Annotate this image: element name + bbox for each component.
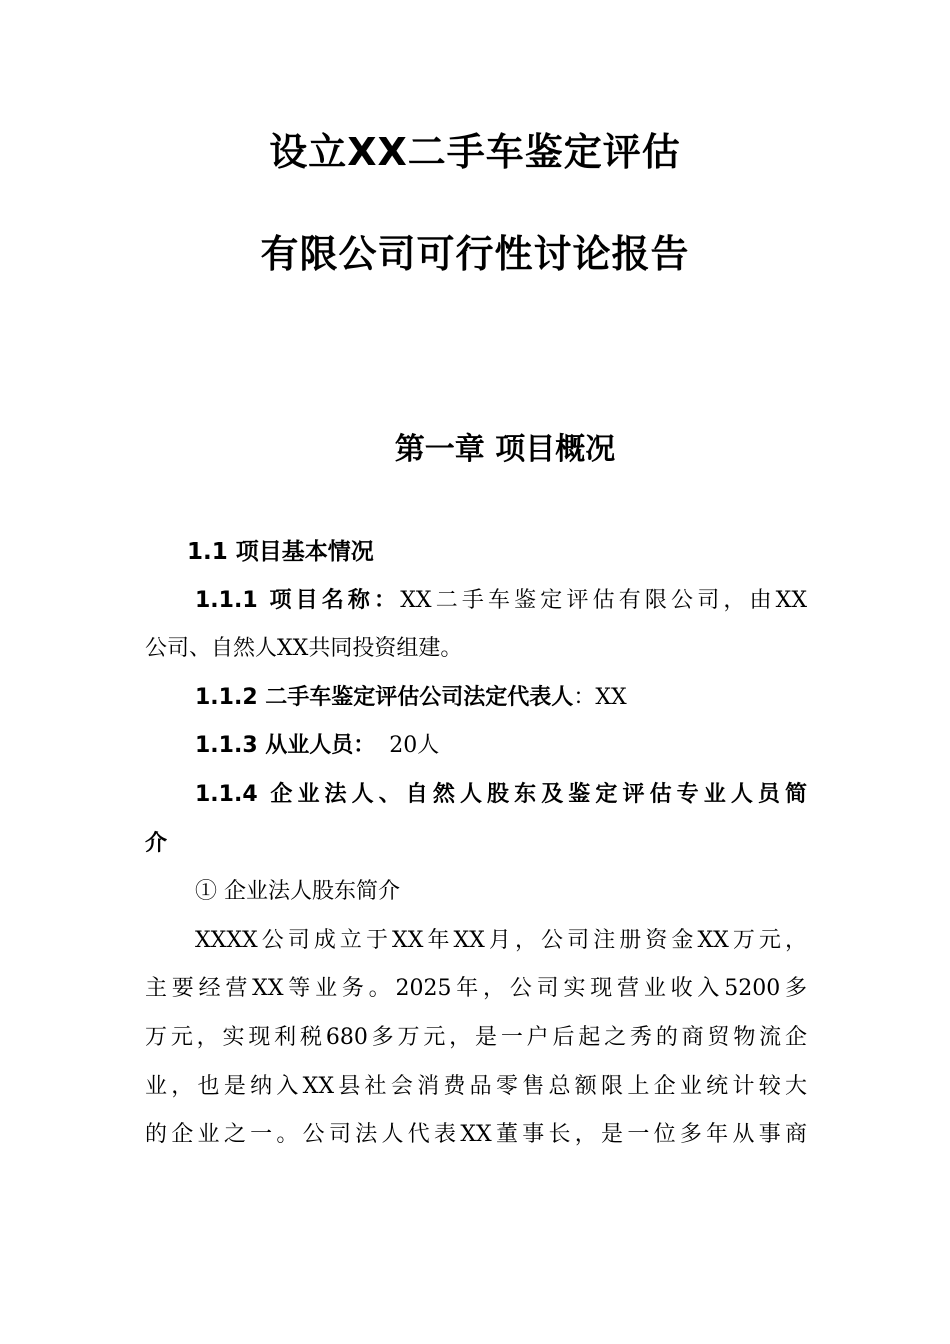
paragraph-line-5-text: 的企业之一。公司法人代表XX董事长，是一位多年从事商 — [145, 1122, 807, 1148]
document-title-line-2: 有限公司可行性讨论报告 — [260, 232, 690, 276]
item-1-1-4-label-2: 介 — [145, 830, 168, 856]
item-1-1-3 — [145, 722, 807, 771]
item-1-1-3-label: 1.1.3 从业人员： — [195, 733, 376, 759]
item-1-1-2-text: ：XX — [573, 684, 627, 710]
item-1-1-1-text-2: 公司、自然人XX共同投资组建。 — [145, 636, 463, 662]
sub-item-1 — [145, 868, 807, 917]
item-1-1-1-line-1 — [145, 577, 807, 626]
document-title-line-1: 设立XX二手车鉴定评估 — [269, 130, 681, 174]
section-heading — [145, 528, 807, 577]
item-1-1-4-label-1: 1.1.4 企业法人、自然人股东及鉴定评估专业人员简 — [195, 781, 807, 807]
paragraph-line-1-text: XXXX公司成立于XX年XX月，公司注册资金XX万元， — [195, 927, 807, 953]
item-1-1-2 — [145, 674, 807, 723]
chapter-title: 第一章 项目概况 — [394, 432, 616, 467]
sub-item-1-text: ① 企业法人股东简介 — [195, 879, 400, 905]
item-1-1-1-line-2 — [145, 625, 807, 674]
paragraph-line-2-text: 主要经营XX等业务。2025年，公司实现营业收入5200多 — [145, 976, 807, 1002]
item-1-1-1-text-1: XX二手车鉴定评估有限公司，由XX — [400, 587, 807, 613]
paragraph-line-4 — [145, 1063, 807, 1112]
paragraph-line-3-text: 万元，实现利税680多万元，是一户后起之秀的商贸物流企 — [145, 1024, 807, 1050]
item-1-1-4-line-1 — [145, 771, 807, 820]
section-heading-text: 1.1 项目基本情况 — [187, 539, 374, 565]
paragraph-line-5 — [145, 1111, 807, 1160]
paragraph-line-4-text: 业，也是纳入XX县社会消费品零售总额限上企业统计较大 — [145, 1073, 807, 1099]
item-1-1-4-line-2 — [145, 820, 807, 869]
paragraph-line-2 — [145, 965, 807, 1014]
paragraph-line-3 — [145, 1014, 807, 1063]
item-1-1-3-text: 20人 — [375, 733, 440, 759]
item-1-1-1-label: 1.1.1 项目名称： — [195, 587, 401, 613]
paragraph-line-1 — [145, 917, 807, 966]
item-1-1-2-label: 1.1.2 二手车鉴定评估公司法定代表人 — [195, 684, 574, 710]
document-body — [145, 528, 807, 1160]
